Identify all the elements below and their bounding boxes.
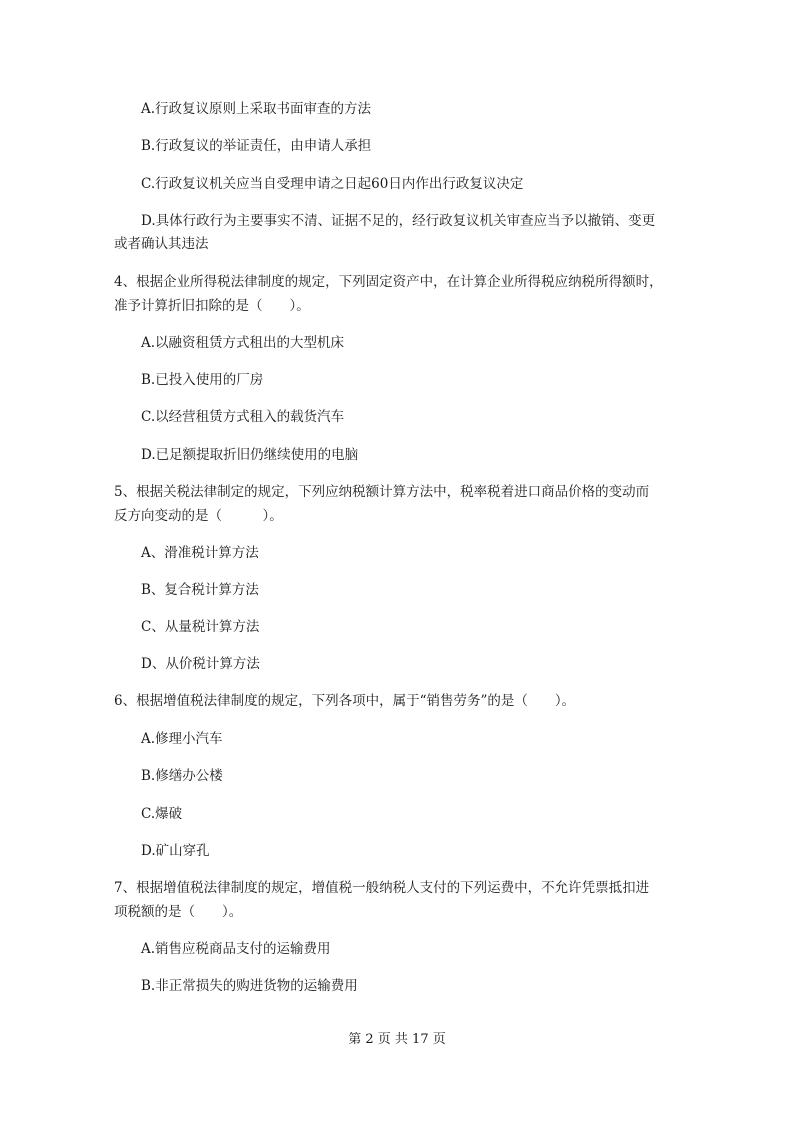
q3-option-d: D.具体行政行为主要事实不清、证据不足的，经行政复议机关审查应当予以撤销、变更: [141, 213, 656, 229]
q7-stem-line2: 项税额的是（ ）。: [114, 904, 243, 920]
q7-option-a: A.销售应税商品支付的运输费用: [141, 941, 331, 957]
q5-option-a: A、滑准税计算方法: [141, 545, 259, 561]
q3-option-a: A.行政复议原则上采取书面审查的方法: [141, 101, 372, 117]
page-number-footer: 第 2 页 共 17 页: [348, 1032, 446, 1047]
q4-stem-line2: 准予计算折旧扣除的是（ ）。: [114, 298, 310, 314]
q6-option-a: A.修理小汽车: [141, 731, 223, 747]
q7-option-b: B.非正常损失的购进货物的运输费用: [141, 978, 358, 994]
q4-option-a: A.以融资租赁方式租出的大型机床: [141, 335, 345, 351]
q5-stem-line1: 5、根据关税法律制定的规定，下列应纳税额计算方法中，税率税着进口商品价格的变动而: [114, 484, 650, 500]
q5-option-b: B、复合税计算方法: [141, 582, 259, 598]
q7-stem-line1: 7、根据增值税法律制度的规定，增值税一般纳税人支付的下列运费中，不允许凭票抵扣进: [114, 880, 650, 896]
q6-stem-line1: 6、根据增值税法律制度的规定，下列各项中，属于“销售劳务”的是（ ）。: [114, 693, 576, 709]
q4-option-c: C.以经营租赁方式租入的载货汽车: [141, 409, 345, 425]
q4-stem-line1: 4、根据企业所得税法律制度的规定，下列固定资产中，在计算企业所得税应纳税所得额时，: [114, 274, 663, 290]
q5-stem-line2: 反方向变动的是（ ）。: [114, 508, 283, 524]
q6-option-d: D.矿山穿孔: [141, 843, 210, 859]
q3-option-d-continuation: 或者确认其违法: [114, 236, 209, 252]
q6-option-b: B.修缮办公楼: [141, 768, 223, 784]
q5-option-d: D、从价税计算方法: [141, 656, 260, 672]
q5-option-c: C、从量税计算方法: [141, 619, 260, 635]
q4-option-d: D.已足额提取折旧仍继续使用的电脑: [141, 447, 359, 463]
q4-option-b: B.已投入使用的厂房: [141, 372, 264, 388]
q6-option-c: C.爆破: [141, 806, 183, 822]
q3-option-b: B.行政复议的举证责任，由申请人承担: [141, 138, 372, 154]
q3-option-c: C.行政复议机关应当自受理申请之日起60日内作出行政复议决定: [141, 176, 524, 192]
